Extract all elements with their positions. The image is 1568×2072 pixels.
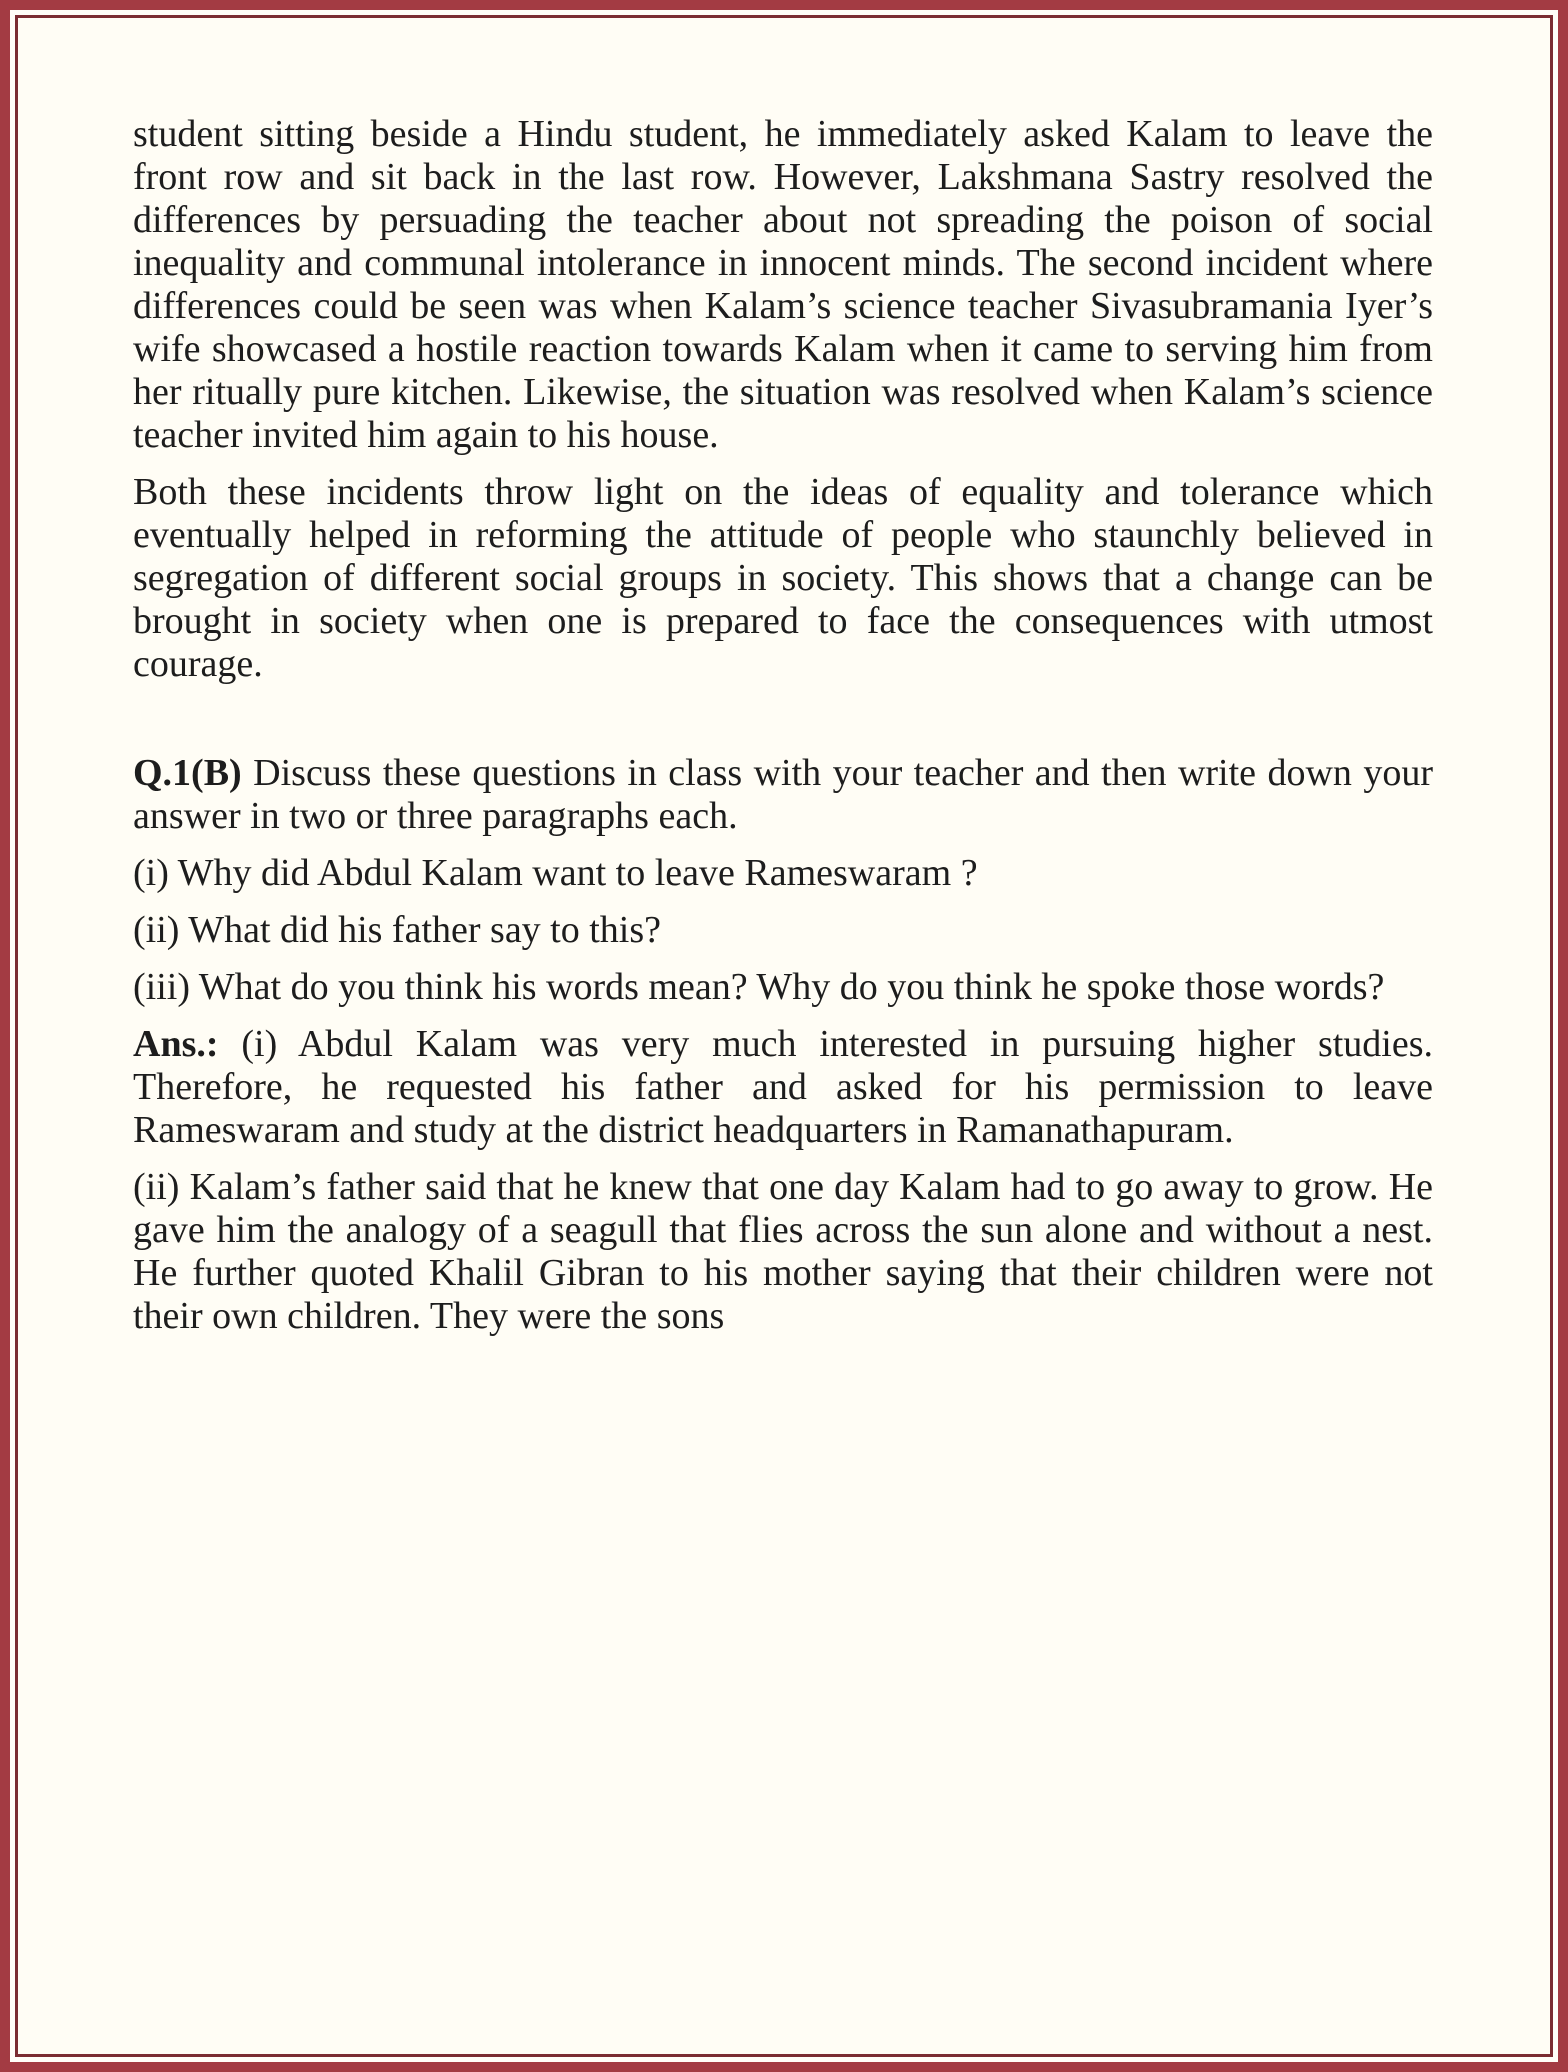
page-border-gap	[10, 10, 1558, 2062]
answer-part-ii: (ii) Kalam’s father said that he knew that one day Kalam had to go away to grow. He gave him the analogy of a seagull that flies across the sun alone and without a nest. He further quoted Khalil Gibran to his mother saying that their children were not their own children. They were the sons	[133, 1166, 1433, 1337]
exercise-instruction-text: Discuss these questions in class with your teacher and then write down your answer in two or three paragraphs each.	[133, 752, 1433, 837]
answer-label: Ans.:	[133, 1023, 219, 1065]
paragraph-continuation: student sitting beside a Hindu student, he immediately asked Kalam to leave the front row and sit back in the last row. However, Lakshmana Sastry resolved the differences by persuading the teacher about not spreading the poison of social inequality and communal intolerance in innocent minds. The second incident where differences could be seen was when Kalam’s science teacher Sivasubramania Iyer’s wife showcased a hostile reaction towards Kalam when it came to serving him from her ritually pure kitchen. Likewise, the situation was resolved when Kalam’s science teacher invited him again to his house.	[133, 113, 1433, 456]
exercise-label: Q.1(B)	[133, 752, 242, 794]
question-item-i: (i) Why did Abdul Kalam want to leave Rameswaram ?	[133, 852, 978, 894]
answer-part-i	[133, 1023, 1433, 1152]
page-border-rule	[15, 15, 1553, 2057]
document-page	[18, 18, 1550, 2054]
question-item-iii: (iii) What do you think his words mean? Why do you think he spoke those words?	[133, 966, 1385, 1008]
exercise-instruction	[133, 752, 1433, 838]
question-item-ii: (ii) What did his father say to this?	[133, 909, 662, 951]
answer-part-i-text: (i) Abdul Kalam was very much interested in pursuing higher studies. Therefore, he requested his father and asked for his permission to leave Rameswaram and study at the district headquarters in Ramanathapuram.	[133, 1023, 1434, 1151]
paragraph-conclusion: Both these incidents throw light on the ideas of equality and tolerance which eventually helped in reforming the attitude of people who staunchly believed in segregation of different social groups in society. This shows that a change can be brought in society when one is prepared to face the consequences with utmost courage.	[133, 471, 1433, 685]
